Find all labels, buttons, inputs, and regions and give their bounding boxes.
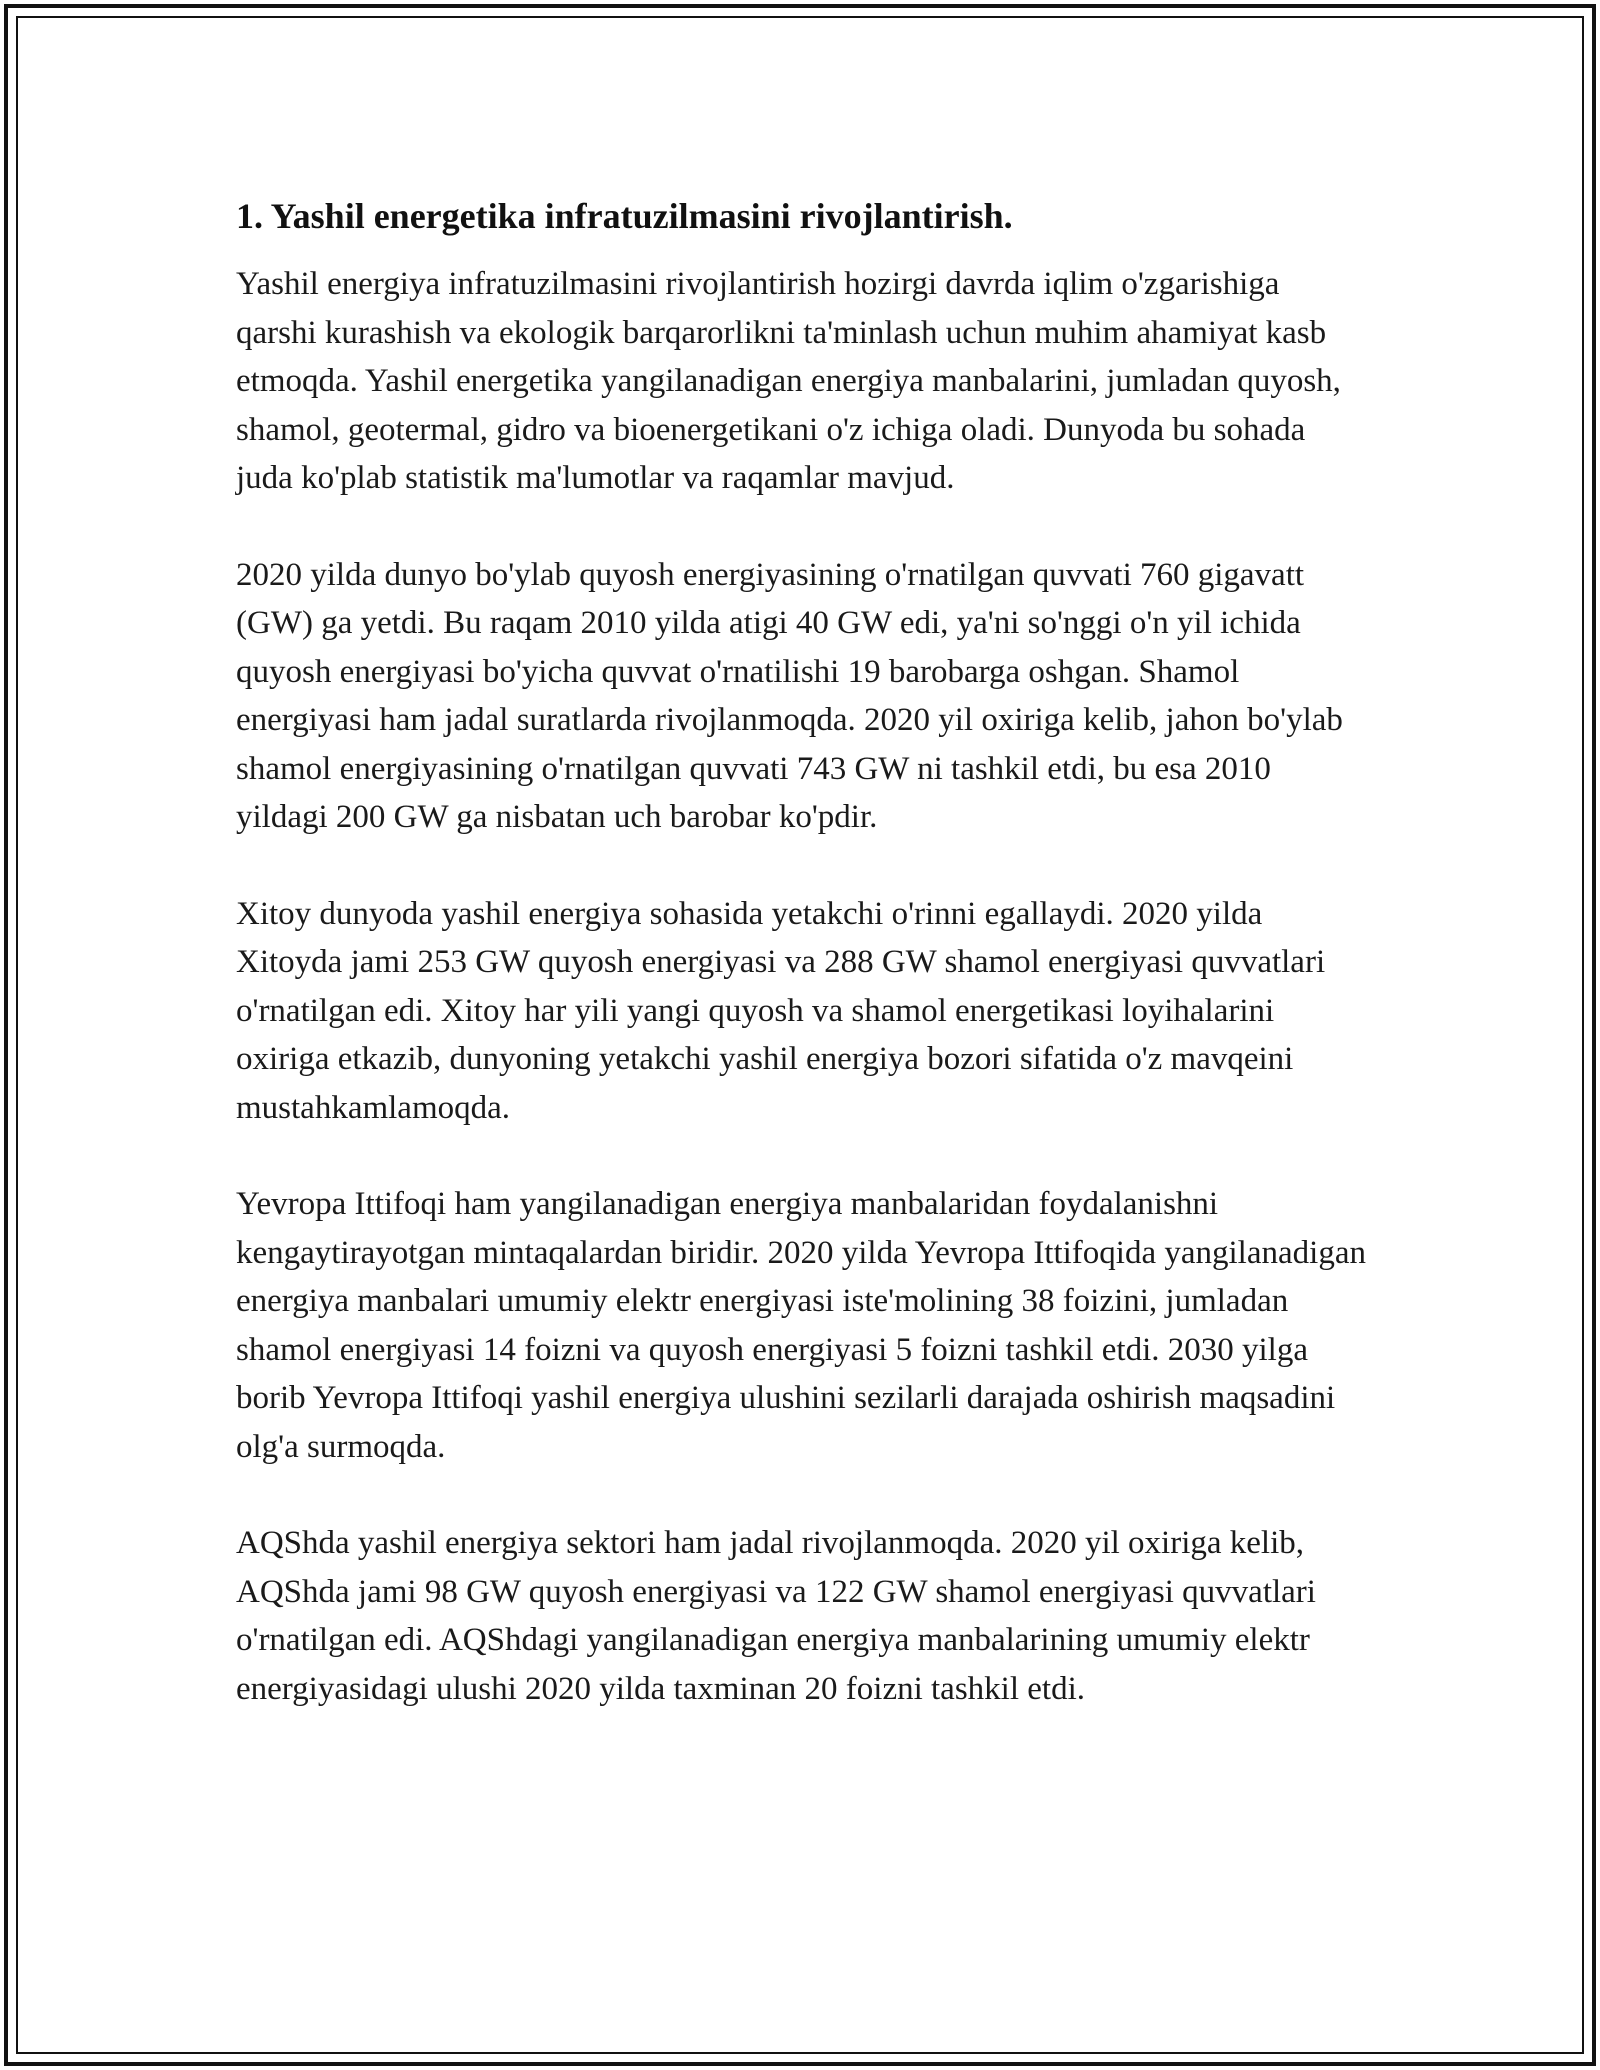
section-heading: 1. Yashil energetika infratuzilmasini rivojlantirish. <box>236 196 1013 236</box>
paragraph-intro: Yashil energiya infratuzilmasini rivojlantirish hozirgi davrda iqlim o'zgarishiga qarshi kurashish va ekologik barqarorlikni ta'minlash uchun muhim ahamiyat kasb etmoqda. Yashil energetika yangilanadigan energiya manbalarini, jumladan quyosh, shamol, geotermal, gidro va bioenergetikani o'z ichiga oladi. Dunyoda bu sohada juda ko'plab statistik ma'lumotlar va raqamlar mavjud. <box>236 266 1341 496</box>
paragraph-european-union: Yevropa Ittifoqi ham yangilanadigan energiya manbalaridan foydalanishni kengaytirayotgan mintaqalardan biridir. 2020 yilda Yevropa Ittifoqida yangilanadigan energiya manbalari umumiy elektr energiyasi iste'molining 38 foizini, jumladan shamol energiyasi 14 foizni va quyosh energiyasi 5 foizni tashkil etdi. 2030 yilga borib Yevropa Ittifoqi yashil energiya ulushini sezilarli darajada oshirish maqsadini olg'a surmoqda. <box>236 1186 1366 1465</box>
paragraph-china: Xitoy dunyoda yashil energiya sohasida yetakchi o'rinni egallaydi. 2020 yilda Xitoyda jami 253 GW quyosh energiyasi va 288 GW shamol energiyasi quvvatlari o'rnatilgan edi. Xitoy har yili yangi quyosh va shamol energetikasi loyihalarini oxiriga etkazib, dunyoning yetakchi yashil energiya bozori sifatida o'z mavqeini mustahkamlamoqda. <box>236 895 1326 1126</box>
paragraph-usa: AQShda yashil energiya sektori ham jadal rivojlanmoqda. 2020 yil oxiriga kelib, AQShda jami 98 GW quyosh energiyasi va 122 GW shamol energiyasi quvvatlari o'rnatilgan edi. AQShdagi yangilanadigan energiya manbalarining umumiy elektr energiyasidagi ulushi 2020 yilda taxminan 20 foizni tashkil etdi. <box>236 1525 1316 1707</box>
document-body <box>236 190 1366 1761</box>
paragraph-global-capacity: 2020 yilda dunyo bo'ylab quyosh energiyasining o'rnatilgan quvvati 760 gigavatt (GW) ga yetdi. Bu raqam 2010 yilda atigi 40 GW edi, ya'ni so'nggi o'n yil ichida quyosh energiyasi bo'yicha quvvat o'rnatilishi 19 barobarga oshgan. Shamol energiyasi ham jadal suratlarda rivojlanmoqda. 2020 yil oxiriga kelib, jahon bo'ylab shamol energiyasining o'rnatilgan quvvati 743 GW ni tashkil etdi, bu esa 2010 yildagi 200 GW ga nisbatan uch barobar ko'pdir. <box>236 556 1343 835</box>
